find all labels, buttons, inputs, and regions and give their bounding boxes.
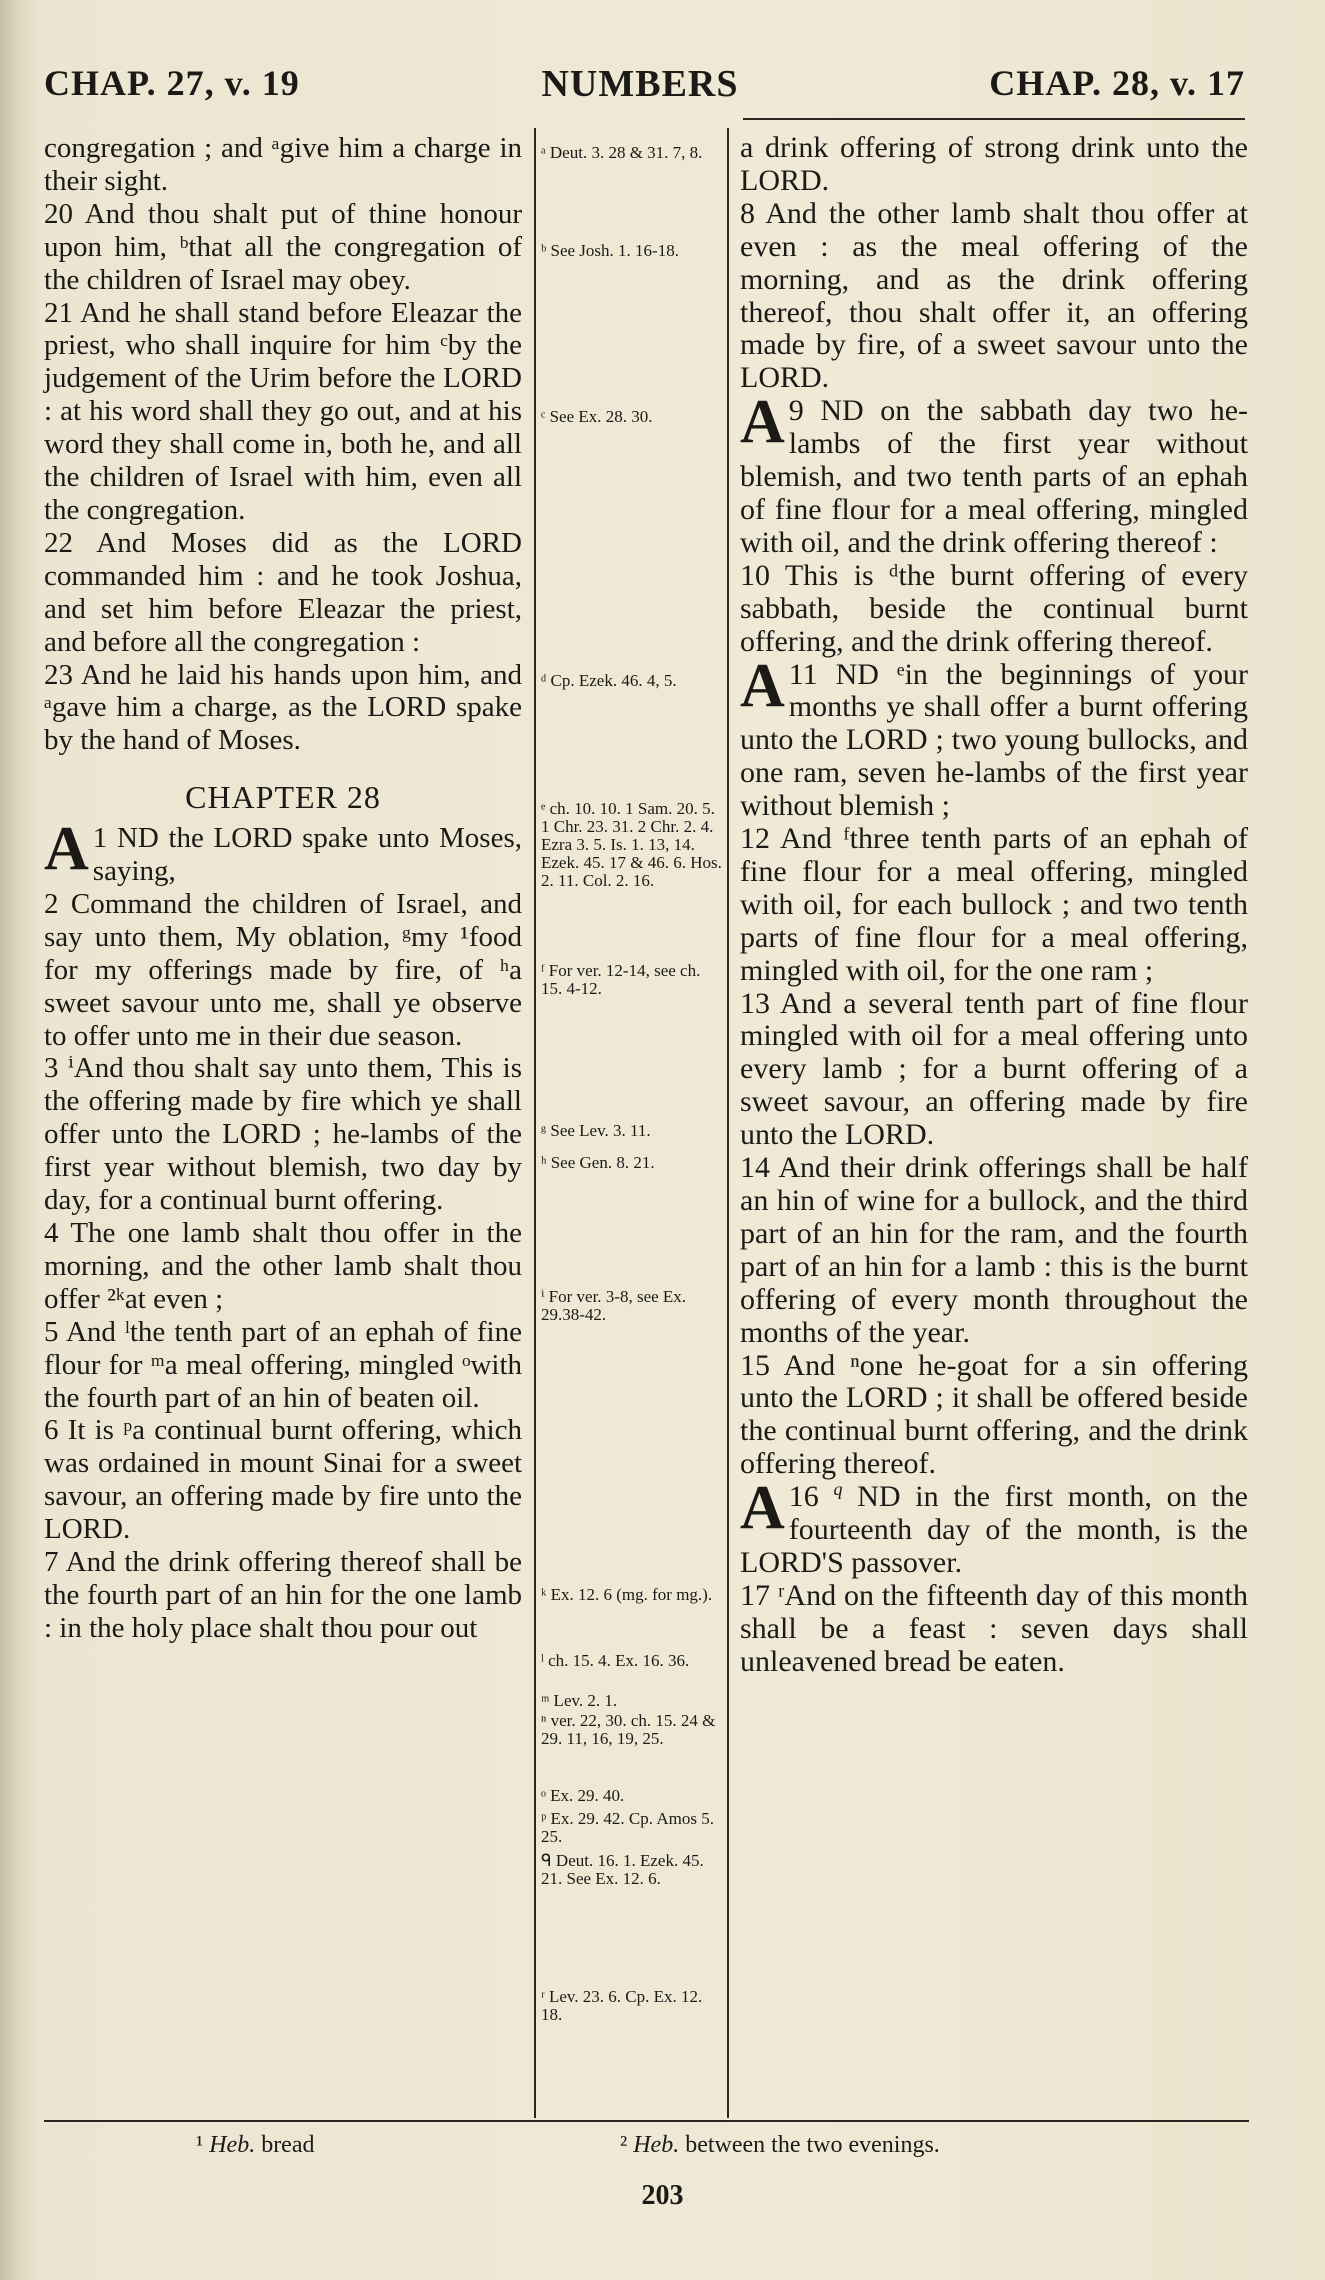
header-left-chapter-ref: CHAP. 27, v. 19 — [44, 63, 300, 103]
footnote-text: bread — [261, 2132, 315, 2158]
page-number: 203 — [641, 2180, 684, 2211]
verse-text: 3 ⁱAnd thou shalt say unto them, This is the offering made by fire which ye shall offer unto the LORD ; he-lambs of the first year without blemish, two day by day, for a continual burnt offering. — [44, 1052, 522, 1217]
footnote-rule — [44, 2120, 1249, 2122]
margin-reference: ᵇ See Josh. 1. 16-18. — [541, 241, 679, 260]
verse-text: 13 And a several tenth part of fine flour mingled with oil for a meal offering unto every lamb ; for a burnt offering of a sweet savour, an offering made by fire unto the LORD. — [740, 986, 1248, 1152]
verse-with-dropcap — [740, 651, 1248, 824]
verse-text: 14 And their drink offerings shall be half an hin of wine for a bullock, and the third part of an hin for the ram, and the fourth part of an hin for a lamb : this is the burnt offering of every month throughout the months of the year. — [740, 1151, 1248, 1349]
header-rule — [743, 118, 1245, 120]
margin-reference: ᶠ For ver. 12-14, see ch. 15. 4-12. — [541, 961, 701, 998]
verse-text: a drink offering of strong drink unto the LORD. — [740, 131, 1248, 197]
drop-cap: A — [44, 815, 89, 884]
verse-number: 11 — [788, 657, 818, 691]
margin-reference: ⁱ For ver. 3-8, see Ex. 29.38-42. — [541, 1287, 687, 1324]
header-book-title: NUMBERS — [541, 63, 739, 105]
chapter-heading: CHAPTER 28 — [185, 779, 381, 816]
margin-reference: ᵈ Cp. Ezek. 46. 4, 5. — [541, 671, 677, 690]
verse-text: ND on the sabbath day two he-lambs of the first year without blemish, and two tenth parts of an ephah of fine flour for a meal offering, mingled with oil, and the drink offering thereof : — [740, 394, 1249, 559]
margin-reference: ᶜ See Ex. 28. 30. — [541, 407, 653, 426]
margin-reference: ʰ See Gen. 8. 21. — [541, 1153, 655, 1172]
right-text-column — [740, 132, 1248, 1679]
cross-reference-mark: q — [833, 1479, 843, 1500]
margin-reference: ᑫ Deut. 16. 1. Ezek. 45. 21. See Ex. 12. 6. — [541, 1851, 704, 1888]
verse-with-dropcap — [44, 815, 523, 888]
verse-with-dropcap — [740, 1474, 1248, 1580]
verse-text: 23 And he laid his hands upon him, and ᵃgave him a charge, as the LORD spake by the hand of Moses. — [44, 658, 522, 757]
verse-text: ND in the first month, on the fourteenth day of the month, is the LORD'S passover. — [740, 1480, 1248, 1579]
column-divider-right — [727, 128, 729, 2118]
verse-text: 20 And thou shalt put of thine honour upon him, ᵇthat all the congregation of the children of Israel may obey. — [44, 197, 522, 296]
footnote-abbreviation: Heb. — [633, 2132, 680, 2158]
footnote-number: ¹ — [196, 2132, 204, 2158]
header-right-chapter-ref: CHAP. 28, v. 17 — [989, 63, 1245, 103]
margin-reference: ᵍ See Lev. 3. 11. — [541, 1121, 651, 1140]
verse-text: 10 This is ᵈthe burnt offering of every sabbath, beside the continual burnt offering, and the drink offering thereof. — [740, 558, 1248, 658]
margin-reference: ᵒ Ex. 29. 40. — [541, 1786, 625, 1805]
verse-text: ND ᵉin the beginnings of your months ye shall offer a burnt offering unto the LORD ; two young bullocks, and one ram, seven he-lambs of the first year without blemish ; — [740, 657, 1248, 823]
verse-number: 9 — [788, 394, 804, 428]
verse-text: 8 And the other lamb shalt thou offer at even : as the meal offering of the morning, and as the drink offering thereof, thou shalt offer it, an offering made by fire, of a sweet savour unto the LORD. — [740, 196, 1248, 395]
drop-cap: A — [740, 651, 785, 720]
verse-text: 7 And the drink offering thereof shall be the fourth part of an hin for the one lamb : in the holy place shalt thou pour out — [44, 1546, 522, 1644]
margin-reference: ᵖ Ex. 29. 42. Cp. Amos 5. 25. — [541, 1809, 714, 1846]
footnote-text: between the two evenings. — [685, 2132, 940, 2158]
footnote-1 — [196, 2132, 314, 2159]
verse-number: 16 — [788, 1480, 819, 1514]
footnote-number: ² — [620, 2132, 628, 2158]
verse-text: 12 And ᶠthree tenth parts of an ephah of fine flour for a meal offering, mingled with oil, for each bullock ; and two tenth parts of fine flour for a meal offering, mingled with oil, for the one ram ; — [740, 822, 1248, 987]
verse-text: 22 And Moses did as the LORD commanded him : and he took Joshua, and set him before Eleazar the priest, and before all the congregation : — [44, 526, 522, 658]
drop-cap: A — [740, 1474, 785, 1543]
verse-text: ND the LORD spake unto Moses, saying, — [92, 822, 523, 888]
verse-text: 17 ʳAnd on the fifteenth day of this month shall be a feast : seven days shall unleavened bread be eaten. — [740, 1578, 1248, 1678]
running-header — [0, 62, 1325, 122]
column-divider-left — [534, 128, 536, 2118]
margin-reference: ᵏ Ex. 12. 6 (mg. for mg.). — [541, 1585, 713, 1604]
verse-number: 1 — [92, 822, 108, 855]
margin-reference: ʳ Lev. 23. 6. Cp. Ex. 12. 18. — [541, 1987, 703, 2024]
margin-reference: ᵐ Lev. 2. 1. — [541, 1691, 618, 1710]
verse-text: 15 And ⁿone he-goat for a sin offering unto the LORD ; it shall be offered beside the continual burnt offering, and the drink offering thereof. — [740, 1348, 1248, 1481]
verse-text: 6 It is ᵖa continual burnt offering, which was ordained in mount Sinai for a sweet savour, an offering made by fire unto the LORD. — [44, 1414, 522, 1546]
left-text-column — [44, 132, 522, 1645]
footnote-2 — [620, 2132, 940, 2159]
verse-text: 4 The one lamb shalt thou offer in the morning, and the other lamb shalt thou offer ²ᵏat even ; — [44, 1217, 522, 1315]
verse-with-dropcap — [740, 388, 1249, 560]
verse-text: congregation ; and ᵃgive him a charge in their sight. — [44, 132, 522, 197]
verse-text: 5 And ˡthe tenth part of an ephah of fine flour for ᵐa meal offering, mingled ᵒwith the fourth part of an hin of beaten oil. — [44, 1315, 522, 1414]
footnote-abbreviation: Heb. — [209, 2132, 256, 2158]
margin-reference: ˡ ch. 15. 4. Ex. 16. 36. — [541, 1651, 690, 1670]
margin-reference: ⁿ ver. 22, 30. ch. 15. 24 & 29. 11, 16, 19, 25. — [541, 1711, 716, 1748]
margin-reference: ᵉ ch. 10. 10. 1 Sam. 20. 5. 1 Chr. 23. 31. 2 Chr. 2. 4. Ezra 3. 5. Is. 1. 13, 14. Ezek. 45. 17 & 46. 6. Hos. 2. 11. Col. 2. 16. — [541, 799, 722, 890]
verse-text: 21 And he shall stand before Eleazar the priest, who shall inquire for him ᶜby the judgement of the Urim before the LORD : at his word shall they go out, and at his word they shall come in, both he, and all the children of Israel with him, even all the congregation. — [44, 296, 522, 526]
margin-reference: ᵃ Deut. 3. 28 & 31. 7, 8. — [541, 143, 703, 162]
drop-cap: A — [740, 388, 785, 457]
verse-text: 2 Command the children of Israel, and say unto them, My oblation, ᵍmy ¹food for my offerings made by fire, of ʰa sweet savour unto me, shall ye observe to offer unto me in their due season. — [44, 887, 522, 1052]
